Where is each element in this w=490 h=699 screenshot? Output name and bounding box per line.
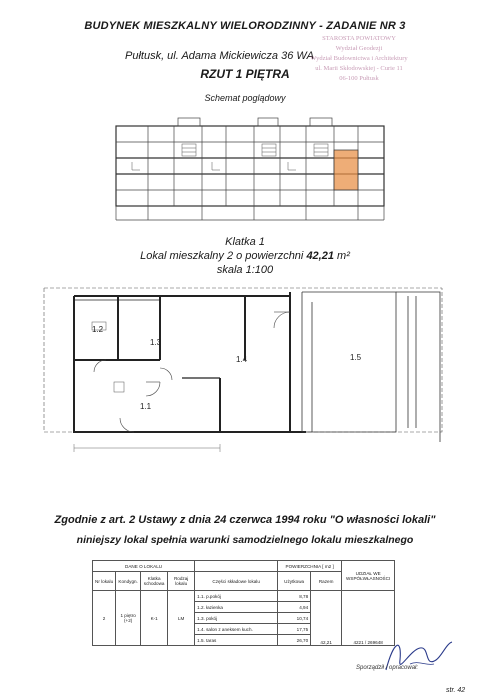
table-header-type: Rodzaj lokalu — [168, 572, 195, 591]
table-cell-area: 8,78 — [278, 591, 311, 602]
table-share-value: 4221 / 269648 — [353, 640, 383, 645]
room-label-1-4: 1.4 — [236, 355, 248, 364]
stamp-line-4: ul. Marii Skłodowskiej - Curie 11 — [315, 65, 403, 72]
table-total-value: 42,21 — [320, 640, 332, 645]
table-header-total: Razem — [311, 572, 342, 591]
table-cell-area: 10,74 — [278, 613, 311, 624]
room-label-1-5: 1.5 — [350, 353, 362, 362]
table-header-parts: Części składowe lokalu — [195, 572, 278, 591]
building-overview-plan — [108, 108, 398, 232]
table-cell-part: 1.3. pokój — [195, 613, 278, 624]
unit-area-table — [92, 560, 395, 646]
room-label-1-3: 1.3 — [150, 338, 162, 347]
unit-area: 42,21 — [306, 250, 334, 262]
table-cell-nr: 2 — [93, 591, 116, 646]
page-number: str. 42 — [446, 687, 466, 694]
official-stamp — [286, 34, 432, 84]
table-cell-area: 17,75 — [278, 624, 311, 635]
stamp-line-3: Wydział Budownictwa i Architektury — [310, 55, 408, 62]
handwritten-signature — [380, 630, 460, 680]
table-cell-part: 1.2. łazienka — [195, 602, 278, 613]
address-line: Pułtusk, ul. Adama Mickiewicza 36 WA — [125, 50, 314, 62]
table-group-share: UDZIAŁ WE WSPÓŁWŁASNOŚCI — [342, 561, 395, 591]
table-cell-total — [311, 591, 342, 646]
law-statement-line-2: niniejszy lokal spełnia warunki samodzielnego lokalu mieszkalnego — [76, 534, 414, 546]
table-header-usable: Użytkowa — [278, 572, 311, 591]
room-label-1-2: 1.2 — [92, 325, 104, 334]
table-cell-part: 1.5. taras — [195, 635, 278, 646]
unit-prefix: Lokal mieszkalny 2 o powierzchni — [140, 250, 304, 262]
floor-title: RZUT 1 PIĘTRA — [200, 67, 290, 81]
law-statement-line-1: Zgodnie z art. 2 Ustawy z dnia 24 czerwca 1994 roku "O własności lokali" — [54, 514, 436, 526]
table-cell-type: LM — [168, 591, 195, 646]
staircase-label: Klatka 1 — [225, 236, 265, 248]
unit-floor-plan — [40, 282, 450, 462]
table-cell-stair: K-1 — [141, 591, 168, 646]
stamp-line-5: 06-100 Pułtusk — [339, 75, 379, 82]
table-group-unit: DANE O LOKALU — [93, 561, 195, 572]
room-label-1-1: 1.1 — [140, 402, 152, 411]
highlighted-unit — [334, 150, 358, 190]
signature-caption: Sporządził / opracował: — [356, 665, 419, 671]
stamp-line-2: Wydział Geodezji — [335, 45, 383, 52]
unit-description — [0, 250, 490, 262]
table-cell-area: 4,94 — [278, 602, 311, 613]
scale-label: skala 1:100 — [216, 264, 274, 276]
table-cell-floor: 1 piętro (+2) — [116, 591, 141, 646]
unit-area-unit: m² — [337, 250, 350, 262]
table-row — [93, 591, 395, 602]
table-cell-part: 1.1. p.pokój — [195, 591, 278, 602]
table-header-floor: Kondygn. — [116, 572, 141, 591]
table-header-stair: Klatka schodowa — [141, 572, 168, 591]
table-cell-part: 1.4. salon z aneksem kuch. — [195, 624, 278, 635]
table-cell-area: 26,70 — [278, 635, 311, 646]
table-group-area: POWIERZCHNIA [ m2 ] — [278, 561, 342, 572]
stamp-line-1: STAROSTA POWIATOWY — [322, 35, 396, 42]
table-header-nr: Nr lokalu — [93, 572, 116, 591]
document-title: BUDYNEK MIESZKALNY WIELORODZINNY - ZADANIE NR 3 — [84, 20, 406, 32]
schema-caption: Schemat poglądowy — [204, 93, 286, 103]
